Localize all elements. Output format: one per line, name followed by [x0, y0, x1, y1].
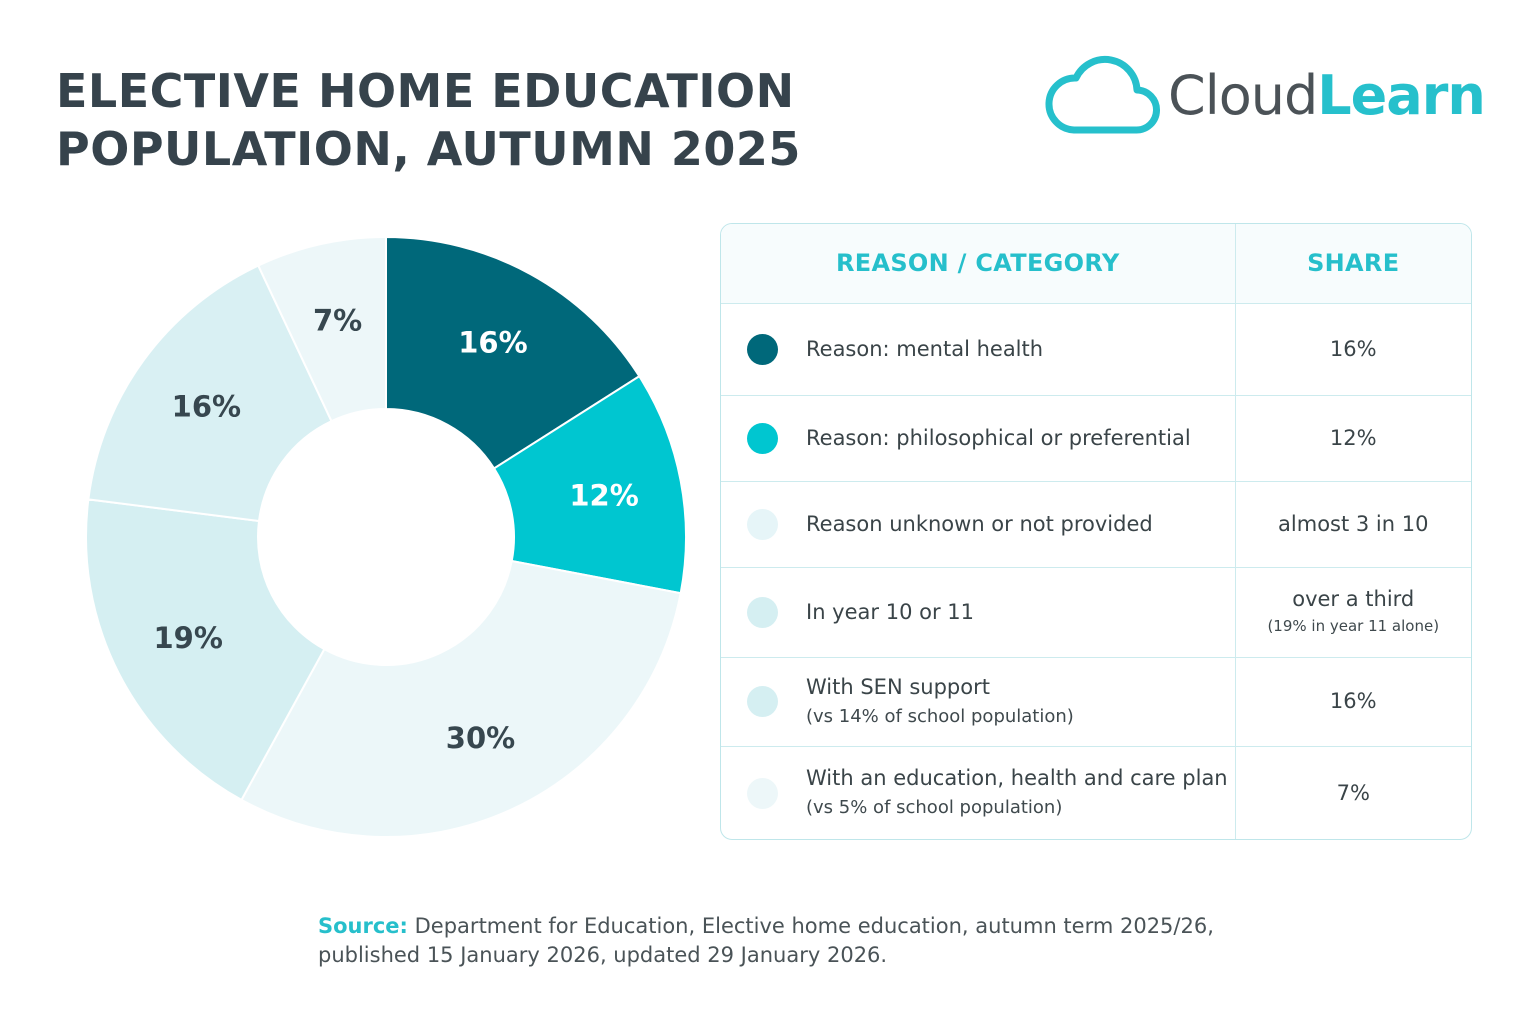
share-cell [1235, 481, 1471, 567]
source-label: Source: [318, 914, 408, 938]
slice-label: 16% [171, 389, 242, 424]
slice-label: 30% [445, 720, 516, 755]
slice-label: 7% [312, 303, 363, 338]
share-cell [1235, 746, 1471, 840]
donut-slices [86, 237, 686, 837]
category-label: Reason: philosophical or preferential [806, 425, 1191, 450]
title-line-2: POPULATION, AUTUMN 2025 [56, 122, 801, 176]
table-body [721, 303, 1471, 840]
legend-swatch [747, 597, 778, 628]
page-title [56, 62, 801, 178]
share-value: 7% [1336, 780, 1370, 805]
slice-label: 19% [153, 620, 223, 655]
brand-part-1: Cloud [1168, 64, 1318, 127]
table-header-row [721, 224, 1471, 303]
source-line-1: Department for Education, Elective home education, autumn term 2025/26, [414, 914, 1214, 938]
category-cell [721, 746, 1235, 840]
legend-swatch [747, 334, 778, 365]
share-cell [1235, 303, 1471, 395]
share-cell [1235, 657, 1471, 746]
table-row [721, 746, 1471, 840]
share-note: (19% in year 11 alone) [1267, 616, 1440, 635]
brand-part-2: Learn [1317, 64, 1485, 127]
share-value: 12% [1329, 425, 1377, 450]
share-value: 16% [1329, 689, 1377, 713]
category-label: Reason: mental health [806, 336, 1044, 361]
legend-swatch [747, 423, 778, 454]
header-share: SHARE [1235, 224, 1471, 303]
category-cell [721, 657, 1235, 746]
donut-slice [241, 561, 680, 837]
category-cell [721, 481, 1235, 567]
brand-logo [1044, 46, 1484, 146]
share-value: almost 3 in 10 [1278, 511, 1429, 536]
category-label: Reason unknown or not provided [806, 511, 1153, 536]
brand-wordmark [1168, 64, 1485, 128]
slice-label: 16% [458, 325, 528, 360]
share-cell [1235, 567, 1471, 657]
table-row [721, 395, 1471, 481]
header-category: REASON / CATEGORY [721, 224, 1235, 303]
share-cell [1235, 395, 1471, 481]
table-row [721, 567, 1471, 657]
title-line-1: ELECTIVE HOME EDUCATION [56, 64, 795, 118]
legend-swatch [747, 686, 778, 717]
category-note: (vs 5% of school population) [806, 797, 1063, 819]
legend-table [720, 223, 1472, 840]
category-cell [721, 395, 1235, 481]
legend-swatch [747, 509, 778, 540]
table-row [721, 657, 1471, 746]
slice-label: 12% [569, 478, 639, 513]
source-note [318, 912, 1318, 970]
share-value: 16% [1329, 336, 1377, 361]
category-cell [721, 567, 1235, 657]
category-cell [721, 303, 1235, 395]
table-row [721, 481, 1471, 567]
table-row [721, 303, 1471, 395]
share-value: over a third [1292, 586, 1415, 611]
category-note: (vs 14% of school population) [806, 705, 1074, 727]
legend-swatch [747, 778, 778, 809]
category-label: In year 10 or 11 [806, 599, 974, 624]
category-label: With an education, health and care plan [806, 766, 1228, 791]
donut-chart [78, 222, 698, 852]
source-line-2: published 15 January 2026, updated 29 January 2026. [318, 943, 888, 967]
cloud-icon [1044, 50, 1162, 138]
category-label: With SEN support [806, 674, 990, 699]
